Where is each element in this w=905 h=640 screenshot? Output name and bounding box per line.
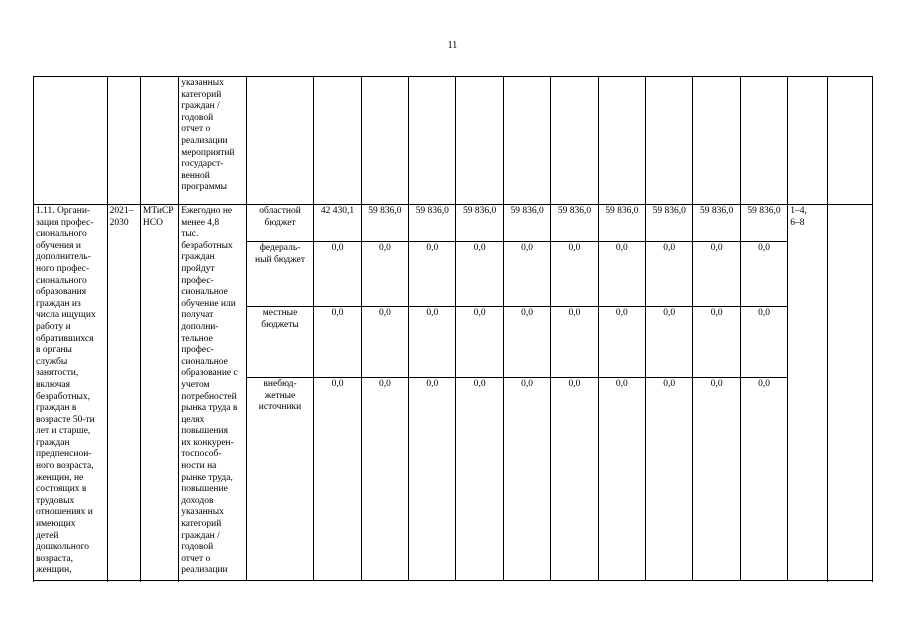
amount-cell: 0,0	[503, 378, 550, 581]
empty-cell	[34, 77, 108, 205]
amount-cell: 0,0	[314, 307, 361, 378]
empty-cell	[246, 77, 314, 205]
amount-cell: 59 836,0	[503, 205, 550, 242]
executor-cell: МТиСР НСО	[140, 205, 178, 581]
empty-cell	[788, 77, 827, 205]
amount-cell: 59 836,0	[456, 205, 503, 242]
amount-cell: 59 836,0	[740, 205, 787, 242]
amount-cell: 59 836,0	[598, 205, 645, 242]
amount-cell: 0,0	[361, 378, 408, 581]
amount-cell: 0,0	[456, 307, 503, 378]
targets-cell: 1–4, 6–8	[788, 205, 827, 581]
amount-cell: 0,0	[740, 307, 787, 378]
program-table	[33, 76, 873, 581]
amount-cell: 59 836,0	[409, 205, 456, 242]
empty-cell	[551, 77, 598, 205]
empty-cell	[827, 77, 872, 205]
empty-cell	[503, 77, 550, 205]
budget-source-cell: федераль- ный бюджет	[246, 242, 314, 307]
amount-cell: 0,0	[693, 307, 740, 378]
amount-cell: 0,0	[409, 307, 456, 378]
amount-cell: 0,0	[646, 378, 693, 581]
amount-cell: 0,0	[314, 378, 361, 581]
amount-cell: 0,0	[598, 307, 645, 378]
amount-cell: 0,0	[361, 307, 408, 378]
empty-cell	[693, 77, 740, 205]
amount-cell: 0,0	[740, 242, 787, 307]
amount-cell: 0,0	[551, 242, 598, 307]
amount-cell: 0,0	[646, 242, 693, 307]
empty-cell	[827, 205, 872, 581]
amount-cell: 0,0	[740, 378, 787, 581]
empty-cell	[314, 77, 361, 205]
empty-cell	[140, 77, 178, 205]
empty-cell	[107, 77, 140, 205]
amount-cell: 0,0	[551, 378, 598, 581]
measure-name-cell: 1.11. Органи- зация профес- сионального обучения и дополнитель- ного профес- сионального образования граждан из числа ищущих работу и обратившихся в органы службы занятости, включая безработных, граждан в возрасте 50-ти лет и старше, граждан предпенсион- ного возраста, женщин, не состоящих в трудовых отношениях и имеющих детей дошкольного возраста, женщин,	[34, 205, 108, 581]
budget-source-cell: внебюд- жетные источники	[246, 378, 314, 581]
amount-cell: 0,0	[503, 242, 550, 307]
expected-result-cell: Ежегодно не менее 4,8 тыс. безработных граждан пройдут профес- сиональное обучение или получат дополни- тельное профес- сиональное образование с учетом потребностей рынка труда в целях повышения их конкурен- тоспособ- ности на рынке труда, повышение доходов указанных категорий граждан / годовой отчет о реализации	[179, 205, 247, 581]
amount-cell: 0,0	[598, 378, 645, 581]
amount-cell: 59 836,0	[693, 205, 740, 242]
amount-cell: 0,0	[314, 242, 361, 307]
budget-row-regional	[34, 205, 873, 242]
budget-source-cell: областной бюджет	[246, 205, 314, 242]
amount-cell: 59 836,0	[646, 205, 693, 242]
amount-cell: 0,0	[456, 378, 503, 581]
amount-cell: 0,0	[456, 242, 503, 307]
amount-cell: 0,0	[503, 307, 550, 378]
empty-cell	[598, 77, 645, 205]
empty-cell	[740, 77, 787, 205]
empty-cell	[361, 77, 408, 205]
empty-cell	[646, 77, 693, 205]
budget-source-cell: местные бюджеты	[246, 307, 314, 378]
amount-cell: 0,0	[646, 307, 693, 378]
amount-cell: 0,0	[598, 242, 645, 307]
continuation-row	[34, 77, 873, 205]
result-continuation-cell: указанных категорий граждан / годовой отчет о реализации мероприятий государст- венной программы	[179, 77, 247, 205]
amount-cell: 0,0	[409, 378, 456, 581]
amount-cell: 0,0	[551, 307, 598, 378]
empty-cell	[456, 77, 503, 205]
empty-cell	[409, 77, 456, 205]
amount-cell: 59 836,0	[361, 205, 408, 242]
amount-cell: 59 836,0	[551, 205, 598, 242]
amount-cell: 0,0	[693, 378, 740, 581]
period-cell: 2021– 2030	[107, 205, 140, 581]
page-number: 11	[447, 40, 458, 51]
amount-cell: 0,0	[361, 242, 408, 307]
amount-cell: 0,0	[409, 242, 456, 307]
amount-cell: 0,0	[693, 242, 740, 307]
amount-cell: 42 430,1	[314, 205, 361, 242]
